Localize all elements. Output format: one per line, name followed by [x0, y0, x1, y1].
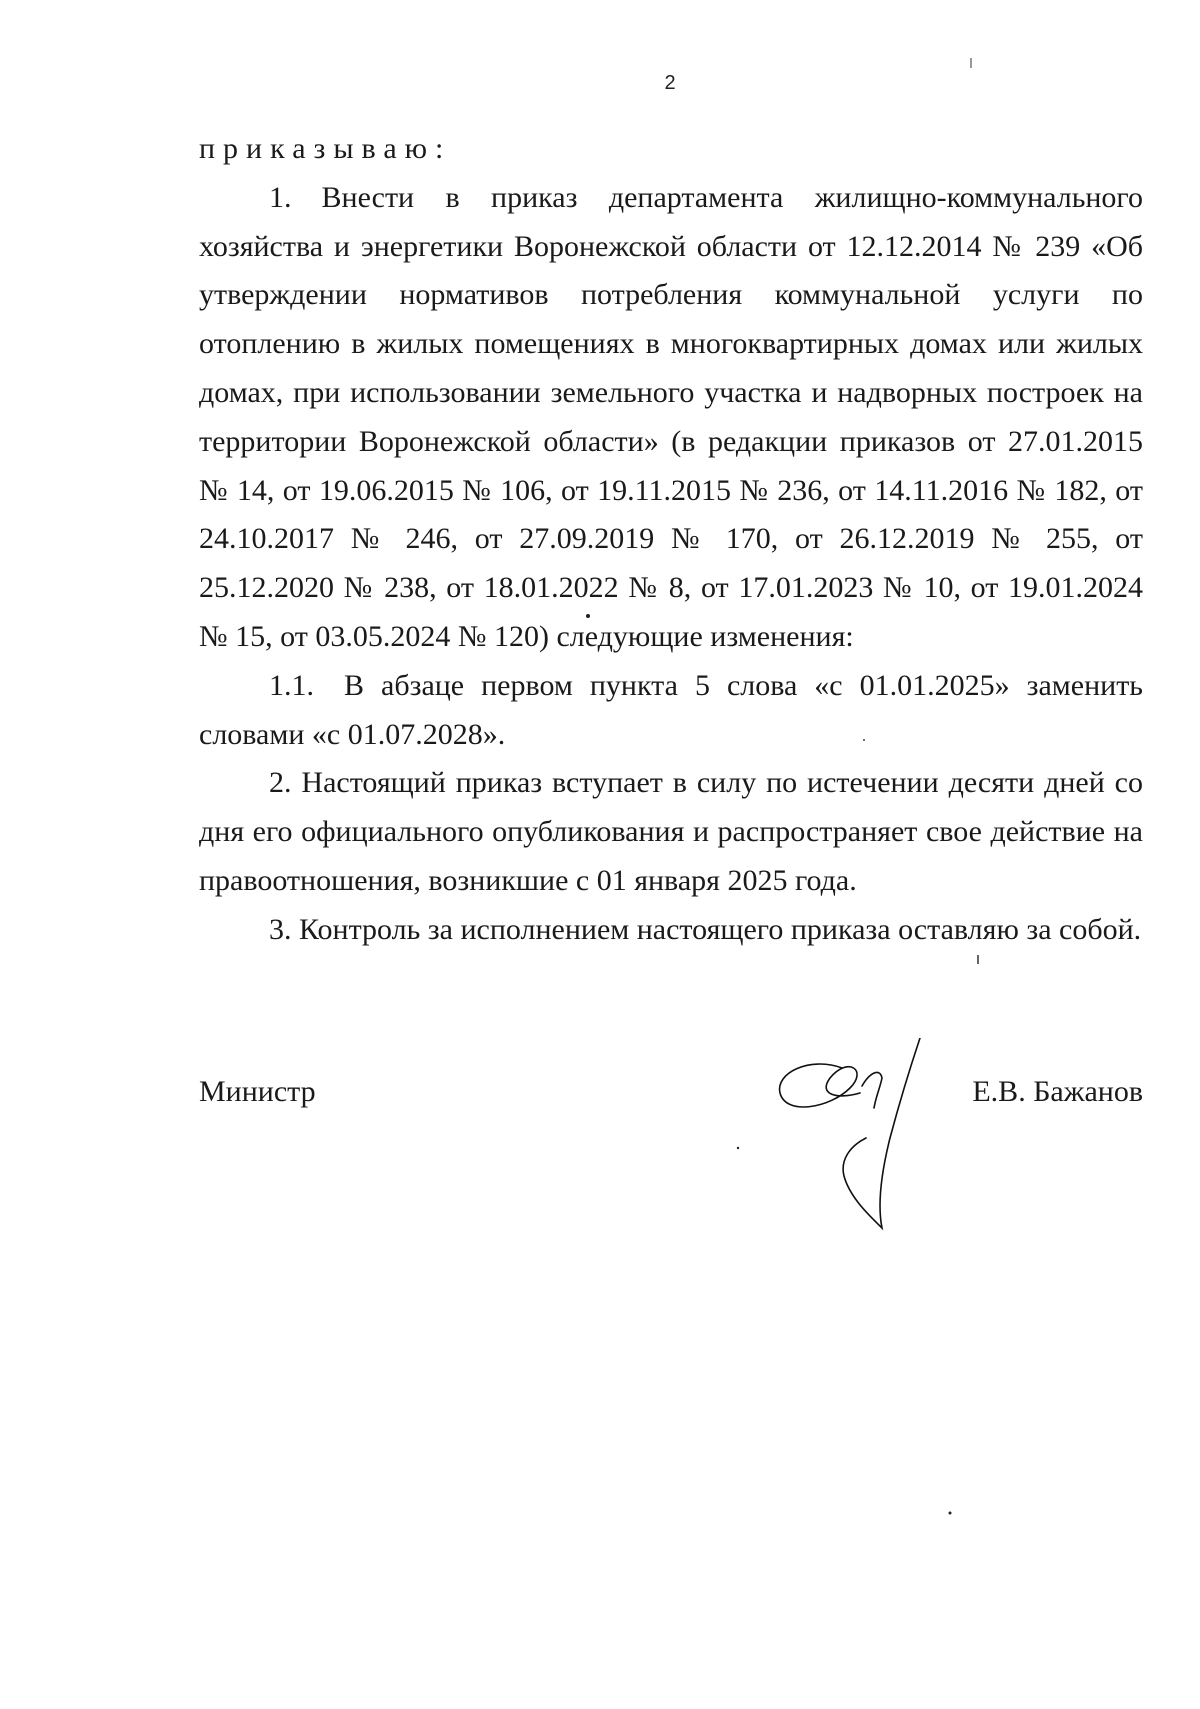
signature-block	[199, 1075, 1143, 1135]
paragraph-1: 1. Внести в приказ департамента жилищно-коммунального хозяйства и энергетики Воронежской области от 12.12.2014 № 239 «Об утверждении нормативов потребления коммунальной услуги по отоплению в жилых помещениях в многоквартирных домах или жилых домах, при использовании земельного участка и надворных построек на территории Воронежской области» (в редакции приказов от 27.01.2015 № 14, от 19.06.2015 № 106, от 19.11.2015 № 236, от 14.11.2016 № 182, от 24.10.2017 № 246, от 27.09.2019 № 170, от 26.12.2019 № 255, от 25.12.2020 № 238, от 18.01.2022 № 8, от 17.01.2023 № 10, от 19.01.2024 № 15, от 03.05.2024 № 120) следующие изменения:	[199, 180, 1143, 653]
page-number: 2	[664, 72, 676, 94]
order-intro: приказываю:	[199, 132, 452, 165]
handwritten-signature	[770, 1038, 950, 1238]
signer-name: Е.В. Бажанов	[972, 1075, 1143, 1108]
paragraph-3: 3. Контроль за исполнением настоящего приказа оставляю за собой.	[269, 912, 1142, 946]
signer-position: Министр	[199, 1075, 316, 1108]
paragraph-2: 2. Настоящий приказ вступает в силу по истечении десяти дней со дня его официального опубликования и распространяет свое действие на правоотношения, возникшие с 01 января 2025 года.	[199, 766, 1143, 897]
paragraph-1-1: 1.1. В абзаце первом пункта 5 слова «с 01.01.2025» заменить словами «с 01.07.2028».	[199, 668, 1143, 751]
order-body	[199, 125, 1143, 955]
